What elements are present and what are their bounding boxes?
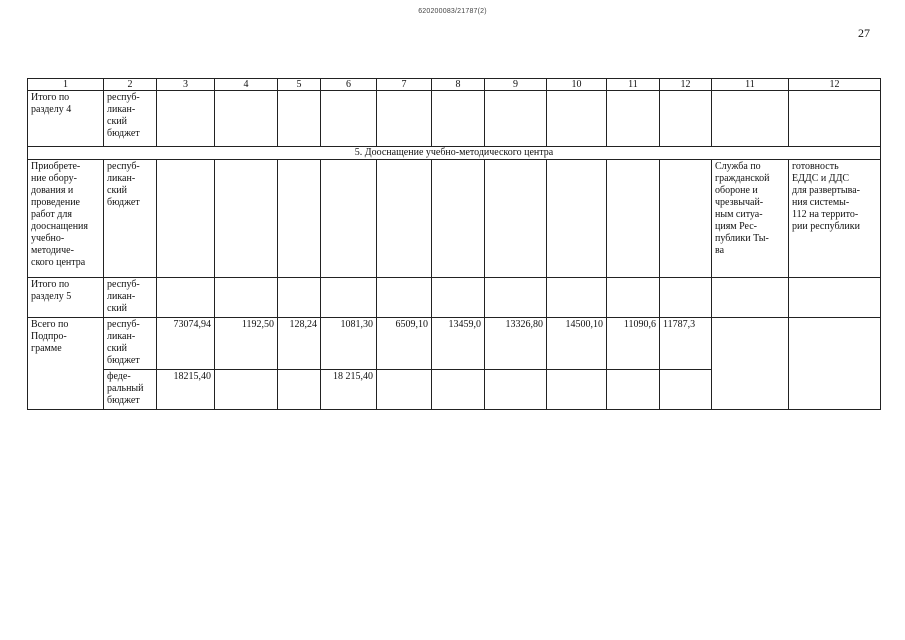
header-cell: 5	[278, 79, 321, 91]
table-row-itogo-section-4	[28, 91, 881, 147]
table-row-acquisition	[28, 160, 881, 278]
value-cell: 18215,40	[157, 370, 215, 410]
table-row-total-republic	[28, 318, 881, 370]
funding-source: респуб- ликан- ский бюджет	[104, 318, 157, 370]
value-cell: 1192,50	[215, 318, 278, 370]
section-title: 5. Дооснащение учебно-методического центра	[28, 147, 881, 160]
value-cell: 1081,30	[321, 318, 377, 370]
funding-source: респуб- ликан- ский бюджет	[104, 91, 157, 147]
header-cell: 8	[432, 79, 485, 91]
section-row	[28, 147, 881, 160]
header-cell: 11	[607, 79, 660, 91]
document-id: 620200083/21787(2)	[418, 8, 487, 15]
row-label: Итого по разделу 5	[28, 278, 104, 318]
header-cell: 12	[660, 79, 712, 91]
header-cell: 9	[485, 79, 547, 91]
value-cell	[547, 370, 607, 410]
value-cell: 13326,80	[485, 318, 547, 370]
value-cell: 13459,0	[432, 318, 485, 370]
header-cell: 6	[321, 79, 377, 91]
value-cell	[432, 370, 485, 410]
funding-source: феде- ральный бюджет	[104, 370, 157, 410]
header-cell: 7	[377, 79, 432, 91]
header-cell: 1	[28, 79, 104, 91]
value-cell	[377, 370, 432, 410]
value-cell	[215, 370, 278, 410]
funding-source: респуб- ликан- ский бюджет	[104, 160, 157, 278]
value-cell: 128,24	[278, 318, 321, 370]
value-cell: 11787,3	[660, 318, 712, 370]
row-label: Итого по разделу 4	[28, 91, 104, 147]
executor-cell: Служба по гражданской обороне и чрезвычай- ным ситуа- циям Рес- публики Ты- ва	[712, 160, 789, 278]
row-label: Всего по Подпро- грамме	[28, 318, 104, 410]
value-cell: 18 215,40	[321, 370, 377, 410]
program-table	[27, 78, 881, 410]
value-cell: 14500,10	[547, 318, 607, 370]
result-cell: готовность ЕДДС и ДДС для развертыва- ния системы- 112 на террито- рии республики	[789, 160, 881, 278]
header-cell: 12	[789, 79, 881, 91]
funding-source: респуб- ликан- ский	[104, 278, 157, 318]
value-cell: 73074,94	[157, 318, 215, 370]
value-cell	[278, 370, 321, 410]
table-row-itogo-section-5	[28, 278, 881, 318]
row-label: Приобрете- ние обору- дования и проведение работ для дооснащения учебно- методиче- ского центра	[28, 160, 104, 278]
header-cell: 3	[157, 79, 215, 91]
header-row	[28, 79, 881, 91]
page-number: 27	[858, 26, 870, 40]
value-cell	[607, 370, 660, 410]
header-cell: 4	[215, 79, 278, 91]
header-cell: 11	[712, 79, 789, 91]
value-cell	[485, 370, 547, 410]
header-cell: 2	[104, 79, 157, 91]
value-cell	[660, 370, 712, 410]
value-cell: 6509,10	[377, 318, 432, 370]
header-cell: 10	[547, 79, 607, 91]
value-cell: 11090,6	[607, 318, 660, 370]
